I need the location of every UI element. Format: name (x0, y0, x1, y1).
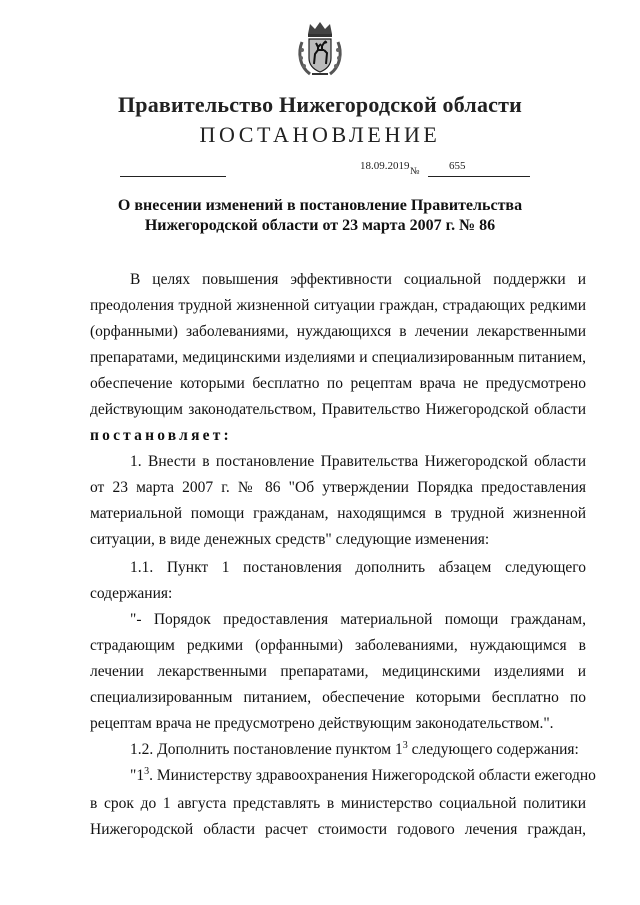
document-type: ПОСТАНОВЛЕНИЕ (199, 122, 441, 147)
superscript: 3 (402, 739, 408, 751)
body-line: преодоления трудной жизненной ситуации граждан, страдающих редкими (90, 297, 586, 314)
body-line: содержания: (90, 585, 173, 602)
body-text: следующего содержания: (407, 741, 579, 758)
body-line (130, 765, 596, 786)
coat-of-arms-icon (296, 20, 344, 78)
body-line: в срок до 1 августа представлять в министерство социальной политики (90, 795, 586, 812)
superscript: 3 (144, 765, 150, 777)
document-date: 18.09.2019 (360, 160, 410, 172)
body-line: страдающим редкими (орфанными) заболеваниями, нуждающимся в (90, 637, 586, 654)
body-line (130, 740, 586, 760)
body-text: 1.2. Дополнить постановление пунктом 1 (130, 741, 403, 758)
body-line: В целях повышения эффективности социальной поддержки и (130, 271, 586, 288)
body-line: "- Порядок предоставления материальной помощи гражданам, (130, 611, 586, 628)
body-line: обеспечение которыми бесплатно по рецептам врача не предусмотрено (90, 375, 586, 392)
body-line: от 23 марта 2007 г. № 86 "Об утверждении Порядка предоставления (90, 479, 586, 496)
body-line: действующим законодательством, Правительство Нижегородской области (90, 401, 586, 418)
document-subject (100, 196, 540, 236)
decree-line (90, 426, 586, 446)
subject-line: О внесении изменений в постановление Правительства (117, 197, 523, 214)
body-line: специализированным питанием, обеспечение которыми бесплатно по (90, 689, 586, 706)
body-line: рецептам врача не предусмотрено действующим законодательством.". (90, 715, 554, 732)
decree-word: постановляет: (90, 427, 232, 444)
body-line: 1.1. Пункт 1 постановления дополнить абзацем следующего (130, 559, 586, 576)
body-text: . Министерству здравоохранения Нижегородской области ежегодно (149, 767, 596, 784)
document-number: 655 (449, 160, 466, 172)
body-line: ситуации, в виде денежных средств" следующие изменения: (90, 531, 490, 548)
body-line: (орфанными) заболеваниями, нуждающихся в лечении лекарственными (90, 323, 586, 340)
subject-line: Нижегородской области от 23 марта 2007 г. № 86 (144, 217, 496, 234)
government-title: Правительство Нижегородской области (117, 92, 522, 117)
body-text: "1 (130, 767, 145, 784)
body-line: Нижегородской области расчет стоимости годового лечения граждан, (90, 821, 586, 838)
body-line: 1. Внести в постановление Правительства Нижегородской области (130, 453, 586, 470)
number-blank-line (428, 176, 530, 177)
body-line: препаратами, медицинскими изделиями и специализированным питанием, (90, 349, 586, 366)
number-sign: № (410, 166, 420, 177)
date-blank-line (120, 176, 226, 177)
body-line: лечении лекарственными препаратами, медицинскими изделиями и (90, 663, 586, 680)
body-line: материальной помощи гражданам, находящимся в трудной жизненной (90, 505, 586, 522)
